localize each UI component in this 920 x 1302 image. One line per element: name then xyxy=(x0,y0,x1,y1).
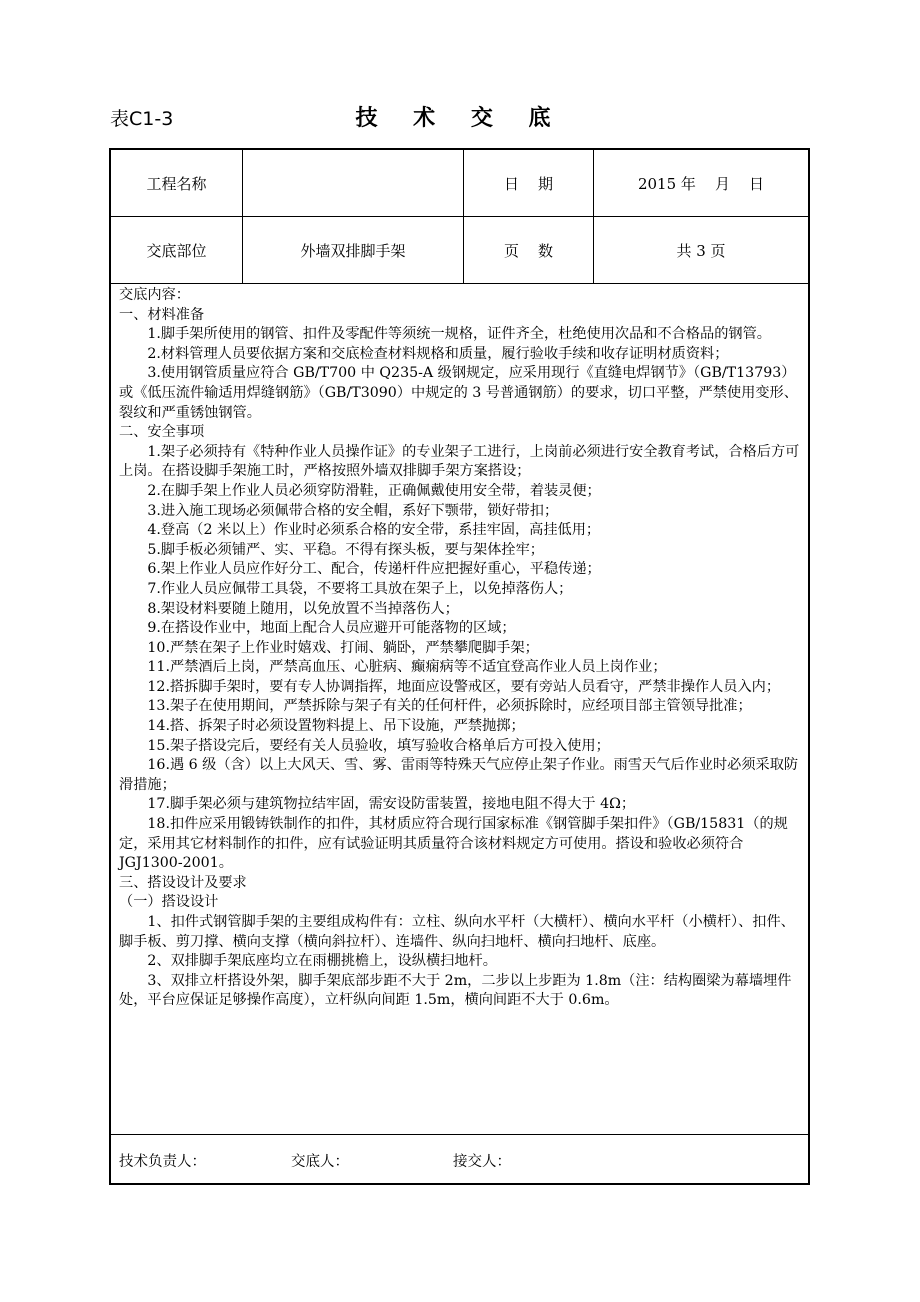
project-name-label: 工程名称 xyxy=(146,174,207,193)
content-paragraph: 3、双排立杆搭设外架，脚手架底部步距不大于 2m，二步以上步距为 1.8m（注：结构圈梁为幕墙埋件处，平台应保证足够操作高度），立杆纵向间距 1.5m，横向间距不大于 0.6m。 xyxy=(119,972,792,1009)
page-count-value: 共 3 页 xyxy=(676,241,726,260)
content-paragraph: 9.在搭设作业中，地面上配合人员应避开可能落物的区域； xyxy=(147,620,516,637)
content-paragraph: 11.严禁酒后上岗，严禁高血压、心脏病、癫痫病等不适宜登高作业人员上岗作业； xyxy=(147,659,667,676)
disclosure-part-value: 外墙双排脚手架 xyxy=(300,241,406,260)
receiver-signature-label: 接交人： xyxy=(453,1154,511,1170)
content-heading: 交底内容： xyxy=(119,287,190,303)
content-paragraph: 12.搭拆脚手架时，要有专人协调指挥，地面应设警戒区，要有旁站人员看守，严禁非操作人员入内； xyxy=(147,678,781,695)
content-paragraph: 三、搭设设计及要求 xyxy=(119,874,247,891)
content-paragraph: 8.架设材料要随上随用，以免放置不当掉落伤人； xyxy=(147,600,459,617)
content-paragraph: 二、安全事项 xyxy=(119,424,205,441)
content-paragraph: 3.使用钢管质量应符合 GB/T700 中 Q235-A 级钢规定，应采用现行《直缝电焊钢节》（GB/T13793）或《低压流件输适用焊缝钢筋》（GB/T3090）中规定的 3 号普通钢筋）的要求，切口平整，严禁使用变形、裂纹和严重锈蚀钢管。 xyxy=(119,365,798,421)
content-paragraph: 1、扣件式钢管脚手架的主要组成构件有：立柱、纵向水平杆（大横杆）、横向水平杆（小横杆）、扣件、脚手板、剪刀撑、横向支撑（横向斜拉杆）、连墙件、纵向扫地杆、横向扫地杆、底座。 xyxy=(119,914,795,950)
disclosure-form xyxy=(109,148,810,1185)
disclosure-part-label: 交底部位 xyxy=(146,241,207,260)
content-paragraph: 14.搭、拆架子时必须设置物料提上、吊下设施，严禁抛掷； xyxy=(147,718,525,735)
content-paragraph: 17.脚手架必须与建筑物拉结牢固，需安设防雷装置，接地电阻不得大于 4Ω； xyxy=(147,796,636,813)
content-paragraph: 15.架子搭设完后，要经有关人员验收，填写验收合格单后方可投入使用； xyxy=(147,737,610,754)
content-paragraph: 2.在脚手架上作业人员必须穿防滑鞋，正确佩戴使用安全带，着装灵便； xyxy=(147,482,601,499)
content-paragraph: 1.脚手架所使用的钢管、扣件及零配件等须统一规格，证件齐全，杜绝使用次品和不合格品的钢管。 xyxy=(147,326,771,343)
content-paragraph: 7.作业人员应佩带工具袋，不要将工具放在架子上，以免掉落伤人； xyxy=(147,580,573,597)
disclosure-content xyxy=(119,286,802,1011)
content-paragraph: 13.架子在使用期间，严禁拆除与架子有关的任何杆件，必须拆除时，应经项目部主管领导批准； xyxy=(147,698,752,715)
content-paragraph: 4.登高（2 米以上）作业时必须系合格的安全带，系挂牢固，高挂低用； xyxy=(147,522,601,539)
project-name-value xyxy=(243,150,463,216)
tech-lead-signature-label: 技术负责人： xyxy=(119,1154,206,1170)
content-paragraph: （一）搭设设计 xyxy=(119,894,219,911)
content-paragraph: 2.材料管理人员要依据方案和交底检查材料规格和质量，履行验收手续和收存证明材质资料； xyxy=(147,345,729,362)
content-paragraph: 1.架子必须持有《特种作业人员操作证》的专业架子工进行，上岗前必须进行安全教育考试，合格后方可上岗。在搭设脚手架施工时，严格按照外墙双排脚手架方案搭设； xyxy=(119,443,800,480)
document-title: 技 术 交 底 xyxy=(355,106,565,131)
date-label: 日 期 xyxy=(503,174,554,193)
content-paragraph: 10.严禁在架子上作业时嬉戏、打闹、躺卧，严禁攀爬脚手架； xyxy=(147,639,539,656)
signature-row xyxy=(119,1150,511,1230)
content-paragraph: 一、材料准备 xyxy=(119,306,205,323)
content-paragraph: 2、双排脚手架底座均立在雨棚挑檐上，设纵横扫地杆。 xyxy=(147,953,497,970)
content-paragraph: 18.扣件应采用锻铸铁制作的扣件，其材质应符合现行国家标准《钢管脚手架扣件》（GB/15831（的规定，采用其它材料制作的扣件，应有试验证明其质量符合该材料规定方可使用。搭设和验收必须符合 JGJ1300-2001。 xyxy=(119,816,788,872)
content-paragraphs xyxy=(119,306,802,1011)
content-paragraph: 3.进入施工现场必须佩带合格的安全帽，系好下颚带，锁好带扣； xyxy=(147,502,559,519)
content-paragraph: 6.架上作业人员应作好分工、配合，传递杆件应把握好重心，平稳传递； xyxy=(147,561,601,578)
content-paragraph: 5.脚手板必须铺严、实、平稳。不得有探头板，要与架体拴牢； xyxy=(147,541,544,558)
content-paragraph: 16.遇 6 级（含）以上大风天、雪、雾、雷雨等特殊天气应停止架子作业。雨雪天气后作业时必须采取防滑措施； xyxy=(119,757,799,793)
row-divider xyxy=(111,1134,808,1135)
date-value: 2015 年 月 日 xyxy=(637,174,765,193)
row-divider xyxy=(111,283,808,284)
form-code: 表C1-3 xyxy=(110,108,174,130)
page-count-label: 页 数 xyxy=(503,241,554,260)
discloser-signature-label: 交底人： xyxy=(291,1154,349,1170)
